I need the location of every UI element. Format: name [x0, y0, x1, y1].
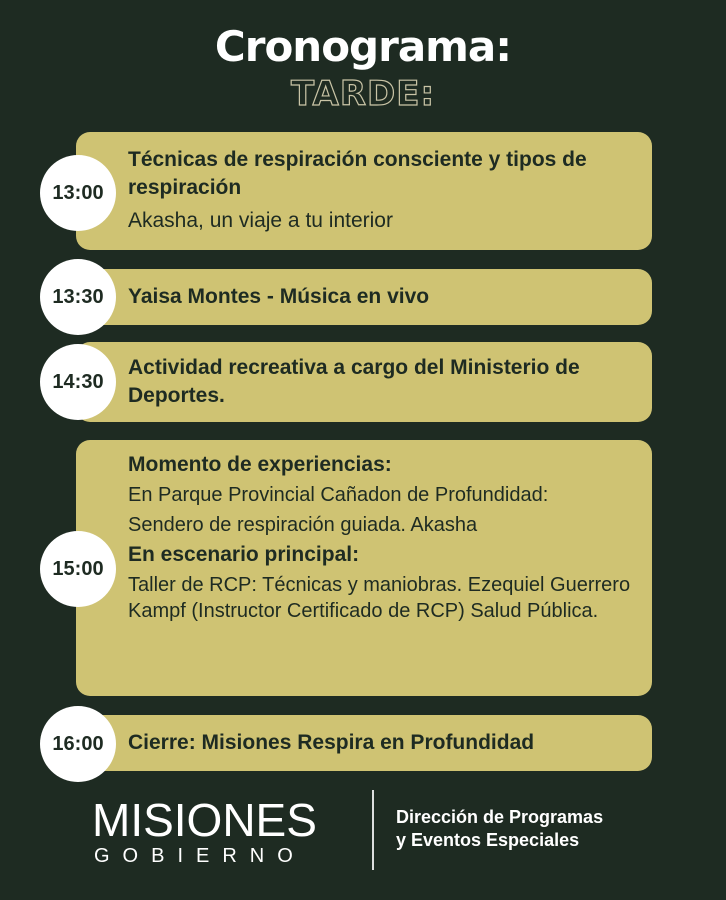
- schedule-card-1300: [76, 132, 652, 250]
- page-title: Cronograma:: [214, 22, 512, 71]
- schedule-item-detail: Sendero de respiración guiada. Akasha: [128, 514, 478, 536]
- logo-subtitle: GOBIERNO: [94, 845, 306, 867]
- page-subtitle: TARDE:: [290, 74, 436, 114]
- schedule-item-detail: Akasha, un viaje a tu interior: [128, 209, 393, 232]
- time-badge-1600: 16:00: [40, 706, 116, 782]
- schedule-card-1500: [76, 440, 652, 696]
- department-line-2: y Eventos Especiales: [396, 830, 580, 850]
- logo-wordmark: MISIONES: [92, 794, 317, 846]
- footer-divider: [372, 790, 374, 870]
- schedule-item-title: Actividad recreativa a cargo del Ministerio de Deportes.: [128, 356, 580, 407]
- schedule-card-1600: [76, 715, 652, 771]
- department-line-1: Dirección de Programas: [396, 807, 604, 827]
- schedule-item-title: Técnicas de respiración consciente y tipos de respiración: [128, 148, 587, 199]
- department-name: [396, 806, 696, 852]
- schedule-item-title: Yaisa Montes - Música en vivo: [128, 285, 430, 308]
- time-badge-1500: 15:00: [40, 531, 116, 607]
- time-badge-1300: 13:00: [40, 155, 116, 231]
- schedule-card-1430: [76, 342, 652, 422]
- misiones-gobierno-logo: [92, 796, 352, 868]
- time-badge-1430: 14:30: [40, 344, 116, 420]
- time-badge-1330: 13:30: [40, 259, 116, 335]
- schedule-item-detail: Taller de RCP: Técnicas y maniobras. Ezequiel Guerrero Kampf (Instructor Certificado de RCP) Salud Pública.: [128, 574, 631, 622]
- schedule-item-detail: En Parque Provincial Cañadon de Profundidad:: [128, 484, 549, 506]
- schedule-card-1330: [76, 269, 652, 325]
- schedule-item-subtitle: En escenario principal:: [128, 543, 360, 566]
- schedule-item-title: Cierre: Misiones Respira en Profundidad: [128, 731, 535, 754]
- schedule-item-title: Momento de experiencias:: [128, 453, 392, 476]
